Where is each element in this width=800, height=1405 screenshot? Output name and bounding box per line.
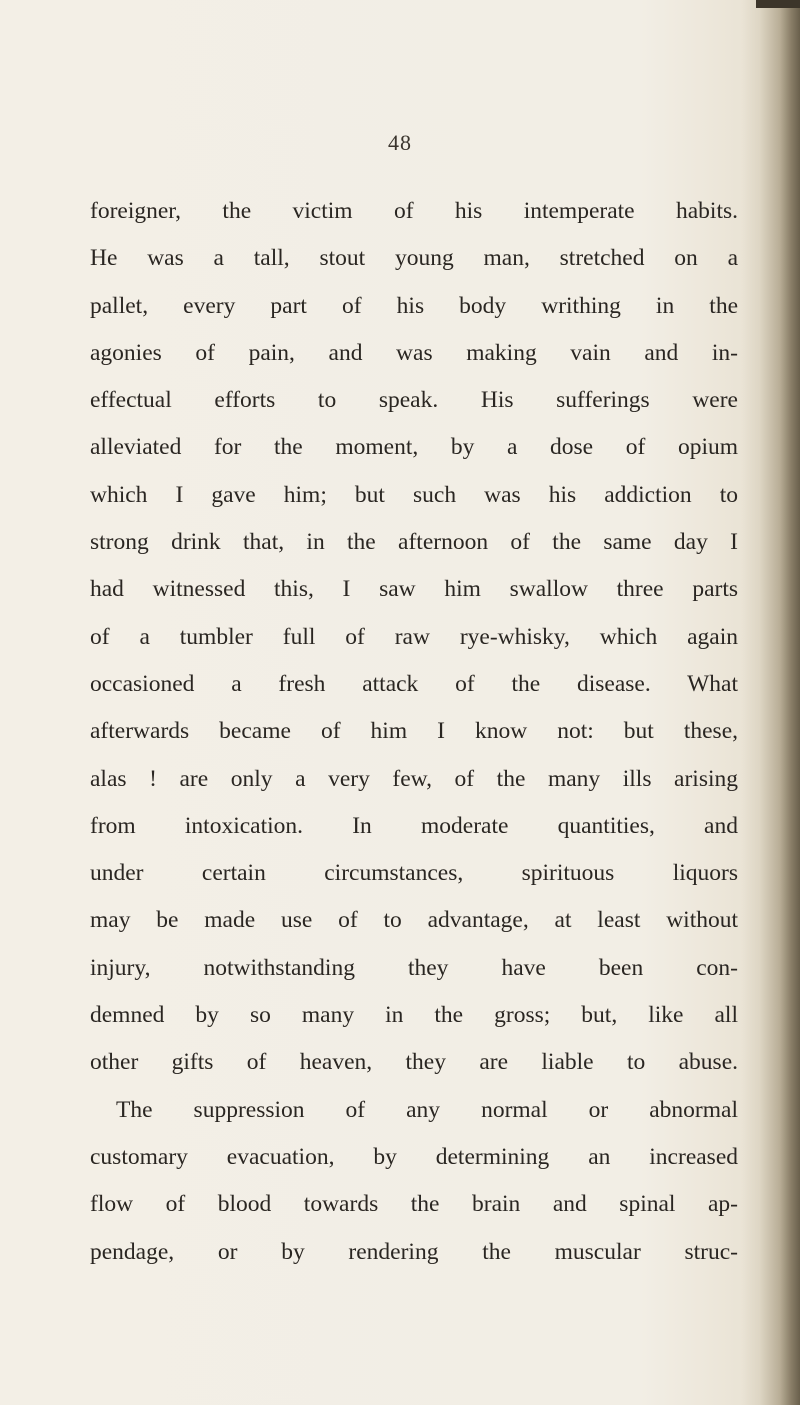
text-line: occasioned a fresh attack of the disease. What xyxy=(90,670,738,697)
text-line: pendage, or by rendering the muscular struc- xyxy=(90,1238,738,1265)
text-line: flow of blood towards the brain and spinal ap- xyxy=(90,1191,738,1218)
text-line: other gifts of heaven, they are liable to abuse. xyxy=(90,1049,738,1076)
page-number: 48 xyxy=(388,130,412,155)
text-line: of a tumbler full of raw rye-whisky, which again xyxy=(90,623,738,650)
text-line: demned by so many in the gross; but, like all xyxy=(90,1002,738,1029)
text-line: injury, notwithstanding they have been con- xyxy=(90,954,738,981)
text-line: pallet, every part of his body writhing in the xyxy=(90,292,738,319)
text-line: which I gave him; but such was his addiction to xyxy=(90,481,738,508)
text-line-paragraph-start: The suppression of any normal or abnormal xyxy=(116,1096,738,1123)
text-line: alas ! are only a very few, of the many ills arising xyxy=(90,765,738,792)
text-line: strong drink that, in the afternoon of the same day I xyxy=(90,529,738,556)
text-line: effectual efforts to speak. His sufferings were xyxy=(90,387,738,414)
text-line: foreigner, the victim of his intemperate habits. xyxy=(90,198,738,224)
text-line: He was a tall, stout young man, stretched on a xyxy=(90,245,738,272)
text-line: had witnessed this, I saw him swallow three parts xyxy=(90,576,738,603)
page-edge-shadow xyxy=(742,0,800,1405)
text-line: afterwards became of him I know not: but these, xyxy=(90,718,738,745)
text-line: may be made use of to advantage, at least without xyxy=(90,907,738,934)
text-line: alleviated for the moment, by a dose of opium xyxy=(90,434,738,461)
text-line: from intoxication. In moderate quantities, and xyxy=(90,812,738,839)
text-line: customary evacuation, by determining an increased xyxy=(90,1143,738,1170)
text-line: agonies of pain, and was making vain and in- xyxy=(90,339,738,366)
text-line: under certain circumstances, spirituous liquors xyxy=(90,860,738,887)
body-text xyxy=(90,188,738,1276)
page-corner-dark xyxy=(756,0,800,8)
